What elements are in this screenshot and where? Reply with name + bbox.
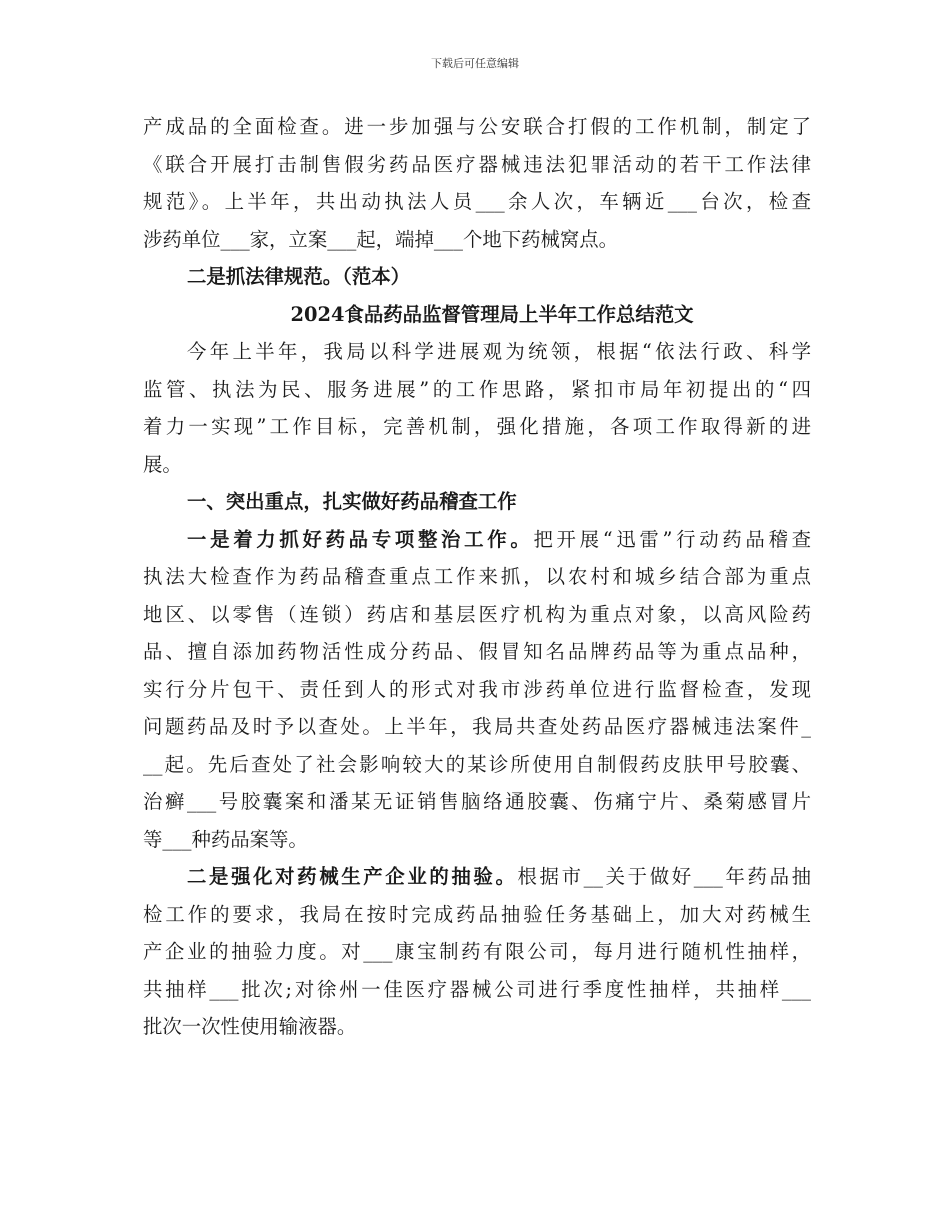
paragraph-line (143, 521, 811, 559)
page-header: 下载后可任意编辑 (431, 57, 519, 70)
paragraph-line: 品、擅自添加药物活性成分药品、假冒知名品牌药品等为重点品种， (143, 640, 811, 663)
paragraph-line: 着力一实现”工作目标，完善机制，强化措施，各项工作取得新的进 (143, 415, 811, 438)
section-subheading: 二是抓法律规范。（范本） (187, 265, 410, 288)
paragraph-lead: 二是强化对药械生产企业的抽验。 (187, 865, 518, 888)
paragraph-line: 监管、执法为民、服务进展”的工作思路，紧扣市局年初提出的“四 (143, 377, 811, 401)
section-heading: 一、突出重点，扎实做好药品稽查工作 (187, 490, 517, 513)
paragraph-line: 产成品的全面检查。进一步加强与公安联合打假的工作机制，制定了 (143, 115, 811, 138)
paragraph-text: 根据市__关于做好___年药品抽 (517, 865, 812, 888)
paragraph-line: 产企业的抽验力度。对___康宝制药有限公司，每月进行随机性抽样， (143, 940, 811, 963)
paragraph-line: 《联合开展打击制售假劣药品医疗器械违法犯罪活动的若干工作法律 (143, 152, 811, 176)
document-body (143, 108, 811, 1046)
paragraph-line: 等___种药品案等。 (143, 827, 308, 851)
paragraph-line: 执法大检查作为药品稽查重点工作来抓，以农村和城乡结合部为重点 (143, 565, 811, 588)
paragraph-lead: 一是着力抓好药品专项整治工作。 (187, 527, 534, 551)
paragraph-line: 涉药单位___家，立案___起，端掉___个地下药械窝点。 (143, 227, 619, 251)
paragraph-line: __起。先后查处了社会影响较大的某诊所使用自制假药皮肤甲号胶囊、 (143, 752, 811, 776)
paragraph-line (143, 858, 811, 896)
paragraph-line: 实行分片包干、责任到人的形式对我市涉药单位进行监督检查，发现 (143, 677, 811, 701)
paragraph-line: 问题药品及时予以查处。上半年，我局共查处药品医疗器械违法案件_ (143, 715, 811, 738)
document-title: 2024食品药品监督管理局上半年工作总结范文 (290, 302, 694, 326)
paragraph-text: 把开展“迅雷”行动药品稽查 (533, 527, 812, 551)
paragraph-line: 共抽样___批次;对徐州一佳医疗器械公司进行季度性抽样，共抽样___ (143, 977, 811, 1001)
paragraph-line: 今年上半年，我局以科学进展观为统领，根据“依法行政、科学 (187, 340, 811, 363)
paragraph-line: 治癣___号胶囊案和潘某无证销售脑络通胶囊、伤痛宁片、桑菊感冒片 (143, 790, 811, 813)
paragraph-line: 批次一次性使用输液器。 (143, 1015, 357, 1038)
paragraph-line: 地区、以零售（连锁）药店和基层医疗机构为重点对象，以高风险药 (143, 602, 811, 626)
paragraph-line: 展。 (143, 452, 182, 476)
paragraph-line: 规范》。上半年，共出动执法人员___余人次，车辆近___台次，检查 (143, 190, 811, 213)
paragraph-line: 检工作的要求，我局在按时完成药品抽验任务基础上，加大对药械生 (143, 902, 811, 926)
